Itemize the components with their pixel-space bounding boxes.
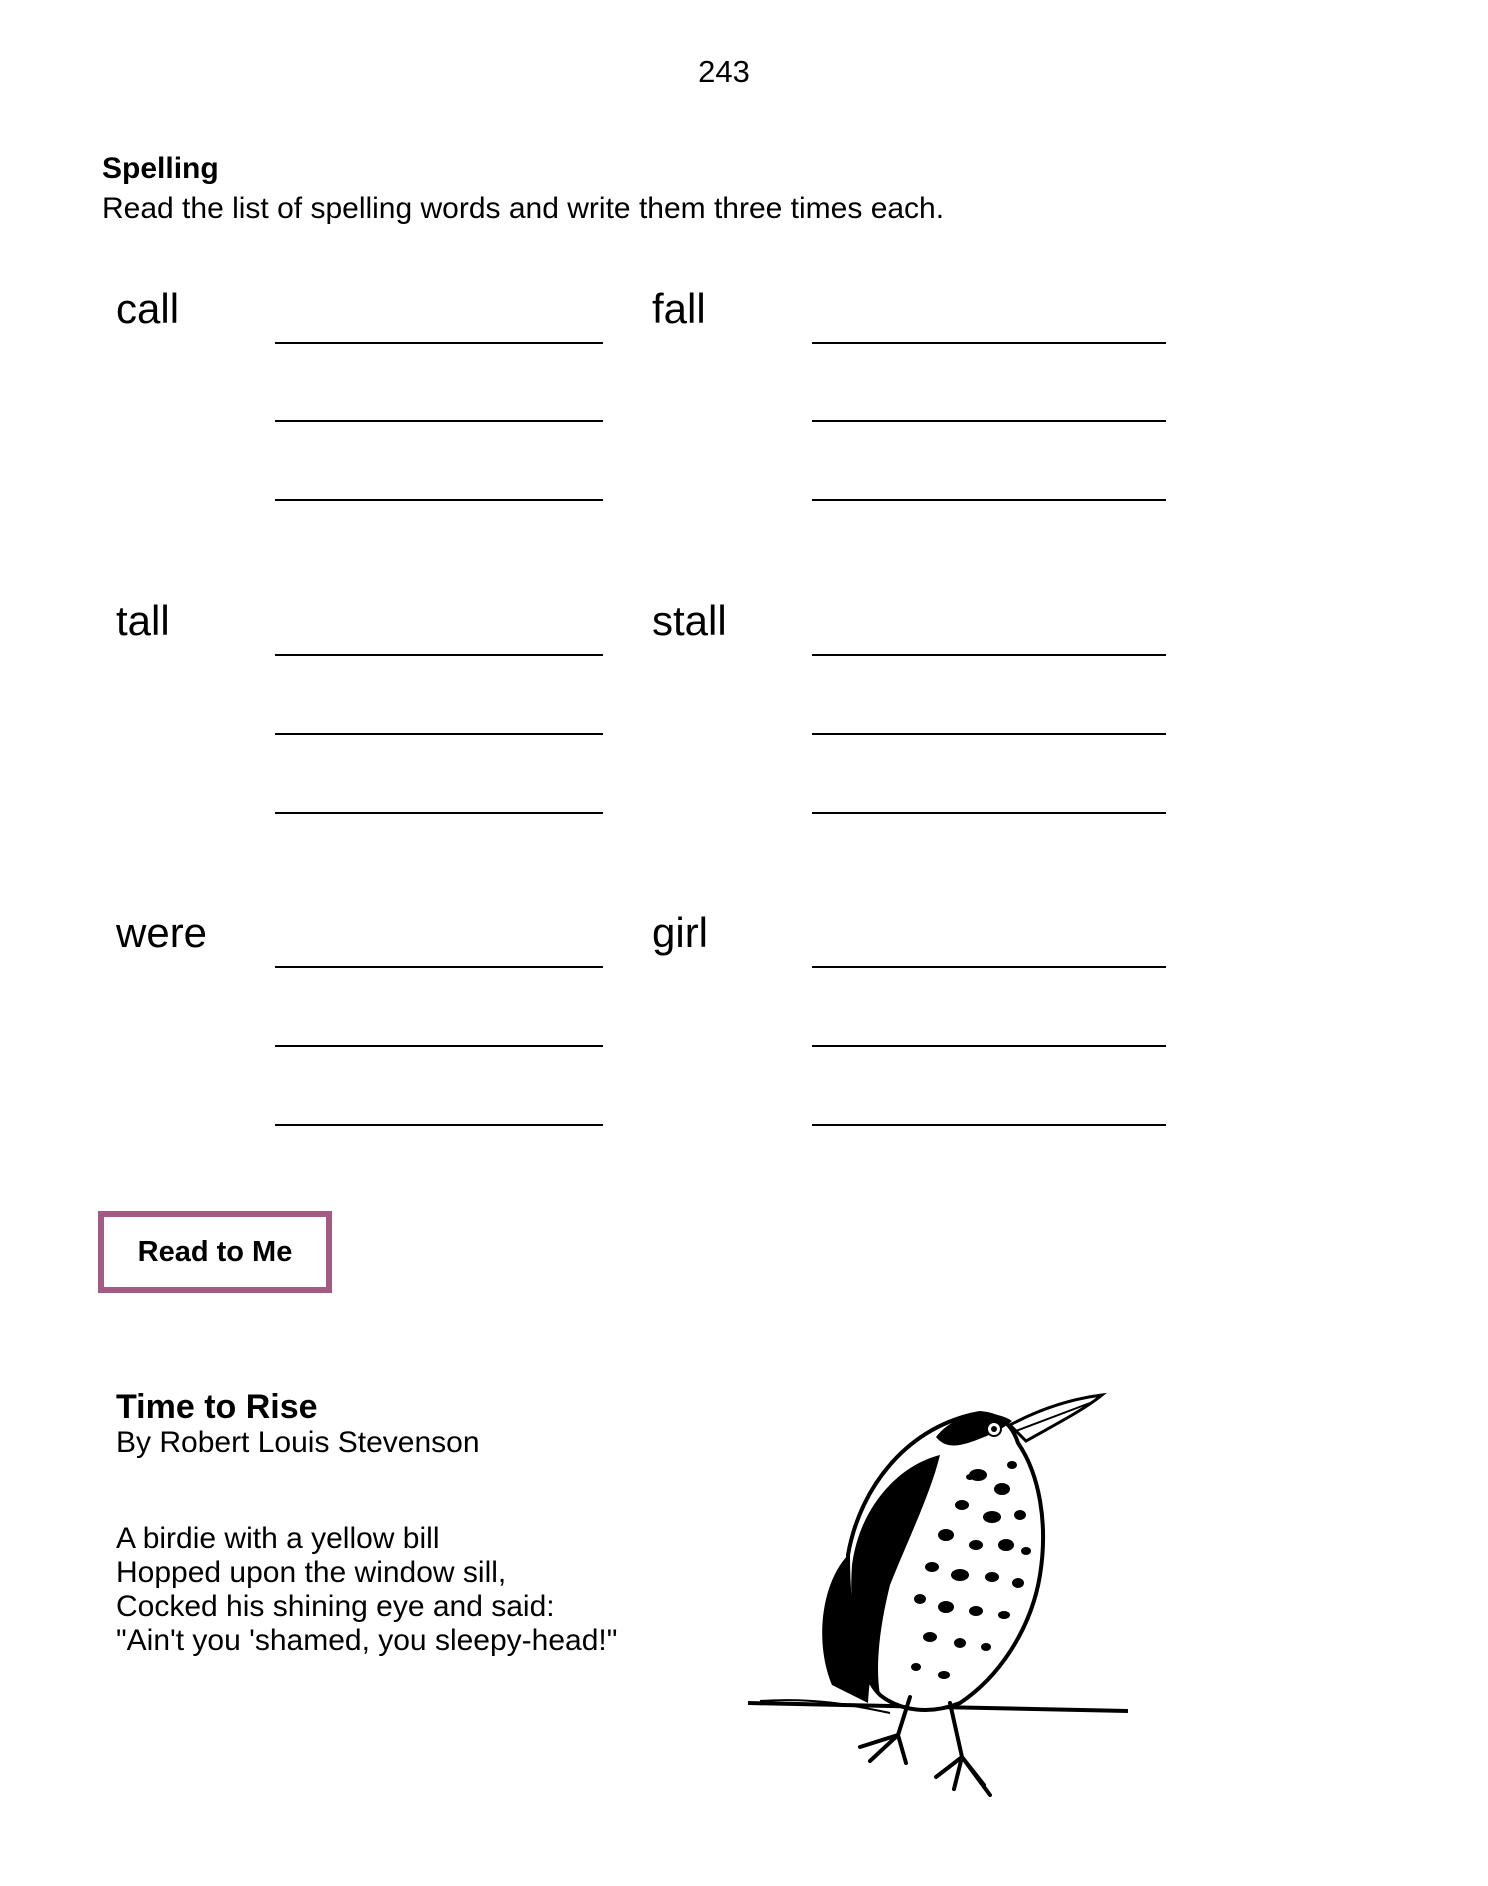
writing-line[interactable]	[812, 342, 1166, 344]
spelling-word: fall	[652, 285, 706, 332]
writing-line[interactable]	[812, 1124, 1166, 1126]
writing-line[interactable]	[812, 654, 1166, 656]
poem-line: Hopped upon the window sill,	[116, 1556, 507, 1589]
writing-line[interactable]	[275, 654, 603, 656]
section-heading: Spelling	[102, 152, 219, 185]
writing-line[interactable]	[275, 420, 603, 422]
spelling-word: stall	[652, 597, 727, 644]
writing-line[interactable]	[275, 812, 603, 814]
writing-line[interactable]	[275, 499, 603, 501]
spelling-word: tall	[116, 597, 170, 644]
instructions: Read the list of spelling words and write them three times each.	[102, 192, 945, 225]
writing-line[interactable]	[812, 420, 1166, 422]
writing-line[interactable]	[275, 1045, 603, 1047]
bird-illustration	[740, 1385, 1140, 1825]
poem-line: "Ain't you 'shamed, you sleepy-head!"	[116, 1624, 618, 1657]
writing-line[interactable]	[275, 733, 603, 735]
writing-line[interactable]	[812, 499, 1166, 501]
read-to-me-button[interactable]: Read to Me	[98, 1211, 332, 1293]
spelling-word: were	[116, 909, 208, 956]
writing-line[interactable]	[275, 1124, 603, 1126]
spelling-word: girl	[652, 909, 709, 956]
writing-line[interactable]	[812, 966, 1166, 968]
writing-line[interactable]	[275, 342, 603, 344]
spelling-word: call	[116, 285, 180, 332]
writing-line[interactable]	[812, 1045, 1166, 1047]
poem-line: Cocked his shining eye and said:	[116, 1590, 555, 1623]
writing-line[interactable]	[812, 733, 1166, 735]
poem-title: Time to Rise	[116, 1388, 318, 1426]
page-number: 243	[698, 54, 750, 89]
poem-body	[116, 1522, 617, 1658]
poem-author: By Robert Louis Stevenson	[116, 1426, 480, 1459]
writing-line[interactable]	[812, 812, 1166, 814]
writing-line[interactable]	[275, 966, 603, 968]
poem-line: A birdie with a yellow bill	[116, 1522, 440, 1555]
